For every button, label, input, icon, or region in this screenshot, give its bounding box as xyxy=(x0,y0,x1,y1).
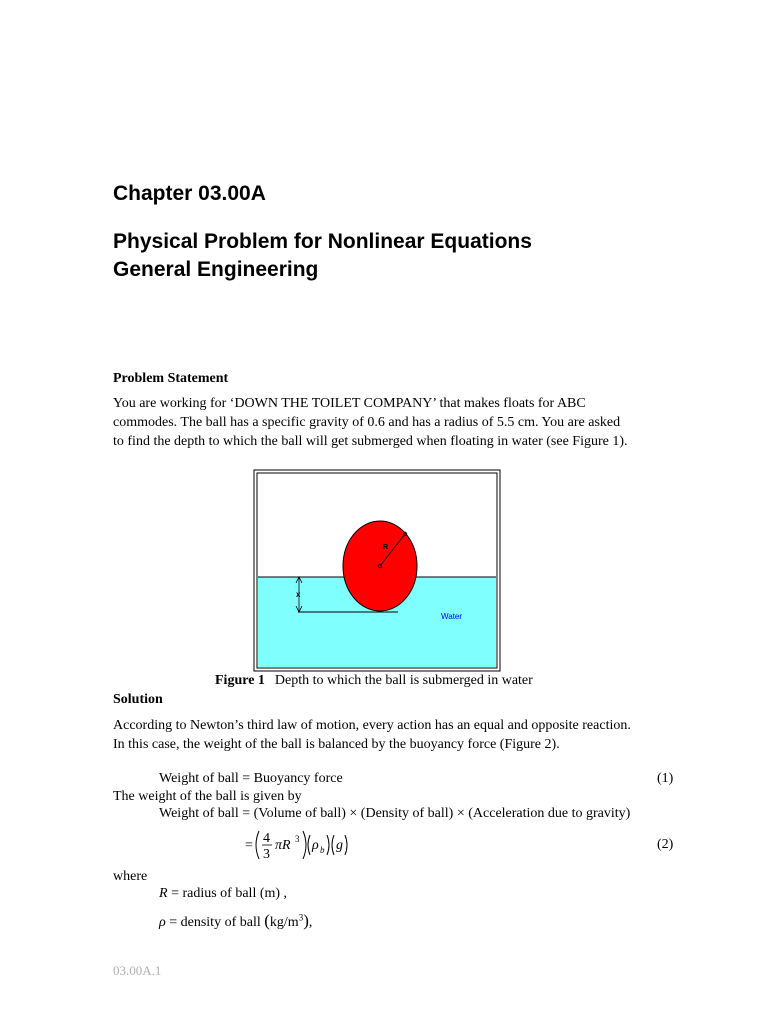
svg-text:g: g xyxy=(336,838,343,853)
svg-text:πR: πR xyxy=(275,838,291,853)
chapter-heading: Chapter 03.00A xyxy=(113,182,266,205)
problem-statement-text xyxy=(113,394,628,451)
definition-R-text: = radius of ball (m) , xyxy=(171,886,288,901)
equation-1: Weight of ball = Buoyancy force xyxy=(159,771,343,786)
where-label: where xyxy=(113,869,148,884)
equation-1-number: (1) xyxy=(657,771,674,786)
equation-2-text: Weight of ball = (Volume of ball) × (Density of ball) × (Acceleration due to gravity) xyxy=(159,806,631,821)
solution-heading: Solution xyxy=(113,692,163,707)
figure-1-caption xyxy=(215,673,533,689)
problem-line-3: to find the depth to which the ball will get submerged when floating in water (see Figure 1). xyxy=(113,434,628,449)
problem-line-2: commodes. The ball has a specific gravity of 0.6 and has a radius of 5.5 cm. You are asked xyxy=(113,415,621,430)
definition-rho-text: = density of ball xyxy=(169,915,261,930)
svg-text:=: = xyxy=(245,838,253,853)
depth-label: x xyxy=(296,590,301,599)
svg-text:ρ: ρ xyxy=(312,838,319,853)
weight-intro: The weight of the ball is given by xyxy=(113,789,302,804)
figure-caption-text: Depth to which the ball is submerged in water xyxy=(274,673,533,688)
definition-R: R = radius of ball (m) , xyxy=(159,886,288,901)
figure-1 xyxy=(253,469,501,672)
water-label: Water xyxy=(441,612,463,621)
volume-density-gravity-formula xyxy=(243,825,363,865)
radius-label: R xyxy=(383,544,389,551)
definition-rho: ρ = density of ball $(kg/m^3)$, xyxy=(159,911,313,930)
problem-line-1: You are working for ‘DOWN THE TOILET COMPANY’ that makes floats for ABC xyxy=(113,396,586,411)
equation-2-formula xyxy=(243,825,363,865)
svg-text:4: 4 xyxy=(263,831,270,846)
svg-text:3: 3 xyxy=(263,847,270,862)
svg-text:b: b xyxy=(320,845,325,855)
solution-line-2: In this case, the weight of the ball is balanced by the buoyancy force (Figure 2). xyxy=(113,737,560,752)
solution-line-1: According to Newton’s third law of motion, every action has an equal and opposite reaction. xyxy=(113,718,631,733)
page-title xyxy=(113,228,532,284)
svg-text:3: 3 xyxy=(295,834,300,844)
figure-caption-label: Figure 1 xyxy=(215,673,265,688)
ball-in-water-diagram xyxy=(253,469,501,672)
solution-text xyxy=(113,716,631,754)
density-units: $(kg/m^3)$, xyxy=(264,911,313,930)
problem-statement-heading: Problem Statement xyxy=(113,371,229,386)
equation-2-number: (2) xyxy=(657,837,674,852)
page-number-footer: 03.00A.1 xyxy=(113,963,162,978)
title-line-2: General Engineering xyxy=(113,258,319,281)
title-line-1: Physical Problem for Nonlinear Equations xyxy=(113,230,532,253)
